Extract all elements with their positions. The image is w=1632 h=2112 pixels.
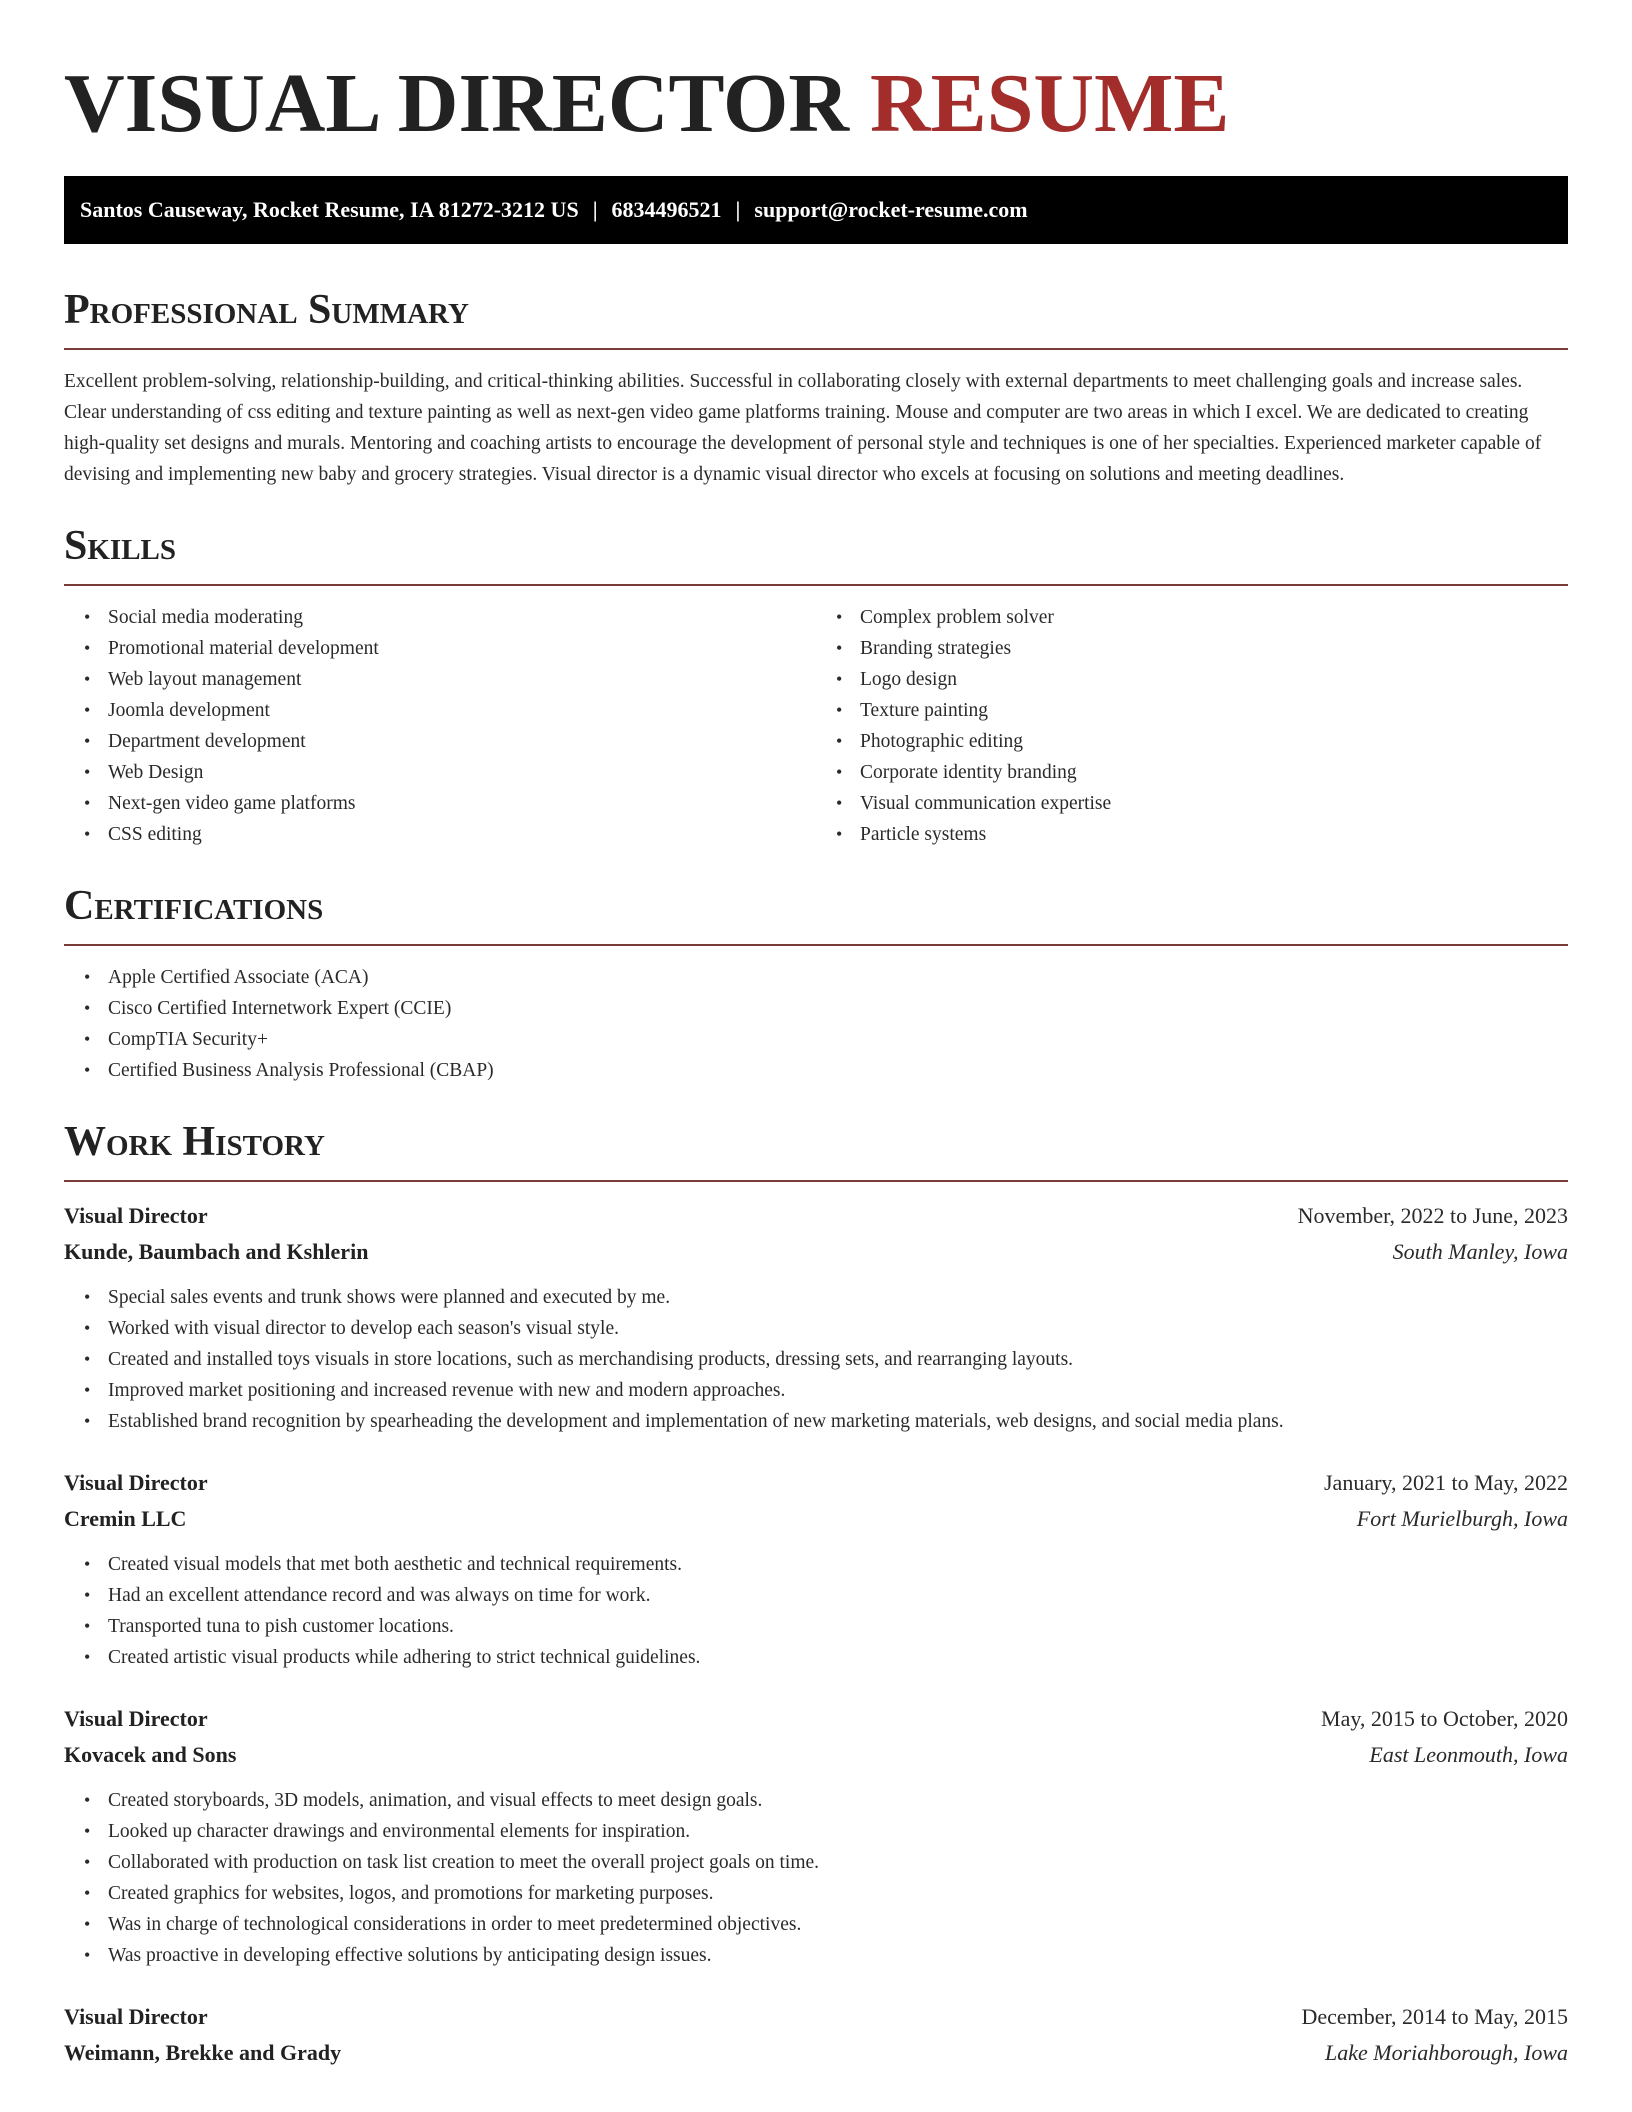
job-entry [64, 1198, 1568, 1437]
summary-heading: Professional Summary [64, 284, 1568, 350]
skills-list-left [64, 602, 816, 850]
list-item: • Improved market positioning and increased revenue with new and modern approaches. [108, 1375, 1568, 1406]
skills-columns [64, 586, 1568, 850]
list-item: • Next-gen video game platforms [108, 788, 816, 819]
list-item: • Department development [108, 726, 816, 757]
job-header-row [64, 1198, 1568, 1234]
job-role: Visual Director [64, 2004, 208, 2029]
job-dates: May, 2015 to October, 2020 [1321, 1706, 1568, 1731]
job-company-row [64, 1737, 1568, 1773]
list-item: • Texture painting [860, 695, 1568, 726]
list-item: • Looked up character drawings and environmental elements for inspiration. [108, 1816, 1568, 1847]
list-item: • Created artistic visual products while adhering to strict technical guidelines. [108, 1642, 1568, 1673]
skills-section [64, 520, 1568, 850]
list-item: • Had an excellent attendance record and was always on time for work. [108, 1580, 1568, 1611]
summary-section [64, 284, 1568, 490]
job-company: Weimann, Brekke and Grady [64, 2040, 342, 2065]
list-item: • Special sales events and trunk shows were planned and executed by me. [108, 1282, 1568, 1313]
contact-bar [64, 176, 1568, 244]
job-entry [64, 1465, 1568, 1673]
list-item: • Established brand recognition by spearheading the development and implementation of new marketing materials, web designs, and social media plans. [108, 1406, 1568, 1437]
job-company: Kunde, Baumbach and Kshlerin [64, 1239, 369, 1264]
job-location: South Manley, Iowa [1392, 1239, 1568, 1264]
job-role: Visual Director [64, 1706, 208, 1731]
list-item: • Corporate identity branding [860, 757, 1568, 788]
list-item: • Created visual models that met both aesthetic and technical requirements. [108, 1549, 1568, 1580]
contact-separator: | [592, 197, 598, 222]
job-location: East Leonmouth, Iowa [1369, 1742, 1568, 1767]
list-item: • Joomla development [108, 695, 816, 726]
job-role: Visual Director [64, 1470, 208, 1495]
job-location: Lake Moriahborough, Iowa [1324, 2040, 1568, 2065]
contact-separator: | [735, 197, 741, 222]
list-item: • Web Design [108, 757, 816, 788]
list-item: • CompTIA Security+ [108, 1024, 1568, 1055]
list-item: • Apple Certified Associate (ACA) [108, 962, 1568, 993]
jobs-list [64, 1198, 1568, 2071]
job-dates: December, 2014 to May, 2015 [1301, 2004, 1568, 2029]
job-entry [64, 1999, 1568, 2071]
list-item: • Worked with visual director to develop each season's visual style. [108, 1313, 1568, 1344]
list-item: • Cisco Certified Internetwork Expert (CCIE) [108, 993, 1568, 1024]
title-main: VISUAL DIRECTOR [64, 57, 849, 150]
list-item: • Certified Business Analysis Professional (CBAP) [108, 1055, 1568, 1086]
job-role: Visual Director [64, 1203, 208, 1228]
list-item: • Web layout management [108, 664, 816, 695]
certifications-section [64, 880, 1568, 1086]
resume-title [64, 0, 1568, 176]
job-dates: November, 2022 to June, 2023 [1297, 1203, 1568, 1228]
job-duties-list [64, 1785, 1568, 1971]
job-company: Kovacek and Sons [64, 1742, 237, 1767]
job-company-row [64, 2035, 1568, 2071]
job-header-row [64, 1999, 1568, 2035]
list-item: • Particle systems [860, 819, 1568, 850]
list-item: • Complex problem solver [860, 602, 1568, 633]
work-history-heading: Work History [64, 1116, 1568, 1182]
skills-heading: Skills [64, 520, 1568, 586]
certifications-heading: Certifications [64, 880, 1568, 946]
work-history-section [64, 1116, 1568, 2071]
list-item: • Visual communication expertise [860, 788, 1568, 819]
job-company-row [64, 1501, 1568, 1537]
skills-list-right [816, 602, 1568, 850]
list-item: • Branding strategies [860, 633, 1568, 664]
contact-phone: 6834496521 [611, 197, 722, 222]
certifications-list [64, 962, 1568, 1086]
job-company-row [64, 1234, 1568, 1270]
list-item: • Created and installed toys visuals in store locations, such as merchandising products, dressing sets, and rearranging layouts. [108, 1344, 1568, 1375]
job-duties-list [64, 1549, 1568, 1673]
list-item: • Promotional material development [108, 633, 816, 664]
list-item: • Social media moderating [108, 602, 816, 633]
summary-text: Excellent problem-solving, relationship-building, and critical-thinking abilities. Successful in collaborating closely with external departments to meet challenging goals and increase sales. Clear understanding of css editing and texture painting as well as next-gen video game platforms training. Mouse and computer are two areas in which I excel. We are dedicated to creating high-quality set designs and murals. Mentoring and coaching artists to encourage the development of personal style and techniques is one of her specialties. Experienced marketer capable of devising and implementing new baby and grocery strategies. Visual director is a dynamic visual director who excels at focusing on solutions and meeting deadlines. [64, 371, 1542, 485]
title-accent: RESUME [870, 57, 1230, 150]
list-item: • Was in charge of technological considerations in order to meet predetermined objectives. [108, 1909, 1568, 1940]
job-company: Cremin LLC [64, 1506, 187, 1531]
list-item: • Collaborated with production on task list creation to meet the overall project goals on time. [108, 1847, 1568, 1878]
job-header-row [64, 1701, 1568, 1737]
list-item: • Transported tuna to pish customer locations. [108, 1611, 1568, 1642]
job-header-row [64, 1465, 1568, 1501]
list-item: • Created storyboards, 3D models, animation, and visual effects to meet design goals. [108, 1785, 1568, 1816]
list-item: • Photographic editing [860, 726, 1568, 757]
list-item: • Created graphics for websites, logos, and promotions for marketing purposes. [108, 1878, 1568, 1909]
job-location: Fort Murielburgh, Iowa [1356, 1506, 1568, 1531]
list-item: • Logo design [860, 664, 1568, 695]
list-item: • CSS editing [108, 819, 816, 850]
job-entry [64, 1701, 1568, 1971]
job-dates: January, 2021 to May, 2022 [1324, 1470, 1568, 1495]
contact-email: support@rocket-resume.com [754, 197, 1028, 222]
list-item: • Was proactive in developing effective solutions by anticipating design issues. [108, 1940, 1568, 1971]
contact-address: Santos Causeway, Rocket Resume, IA 81272-3212 US [80, 197, 579, 222]
job-duties-list [64, 1282, 1568, 1437]
